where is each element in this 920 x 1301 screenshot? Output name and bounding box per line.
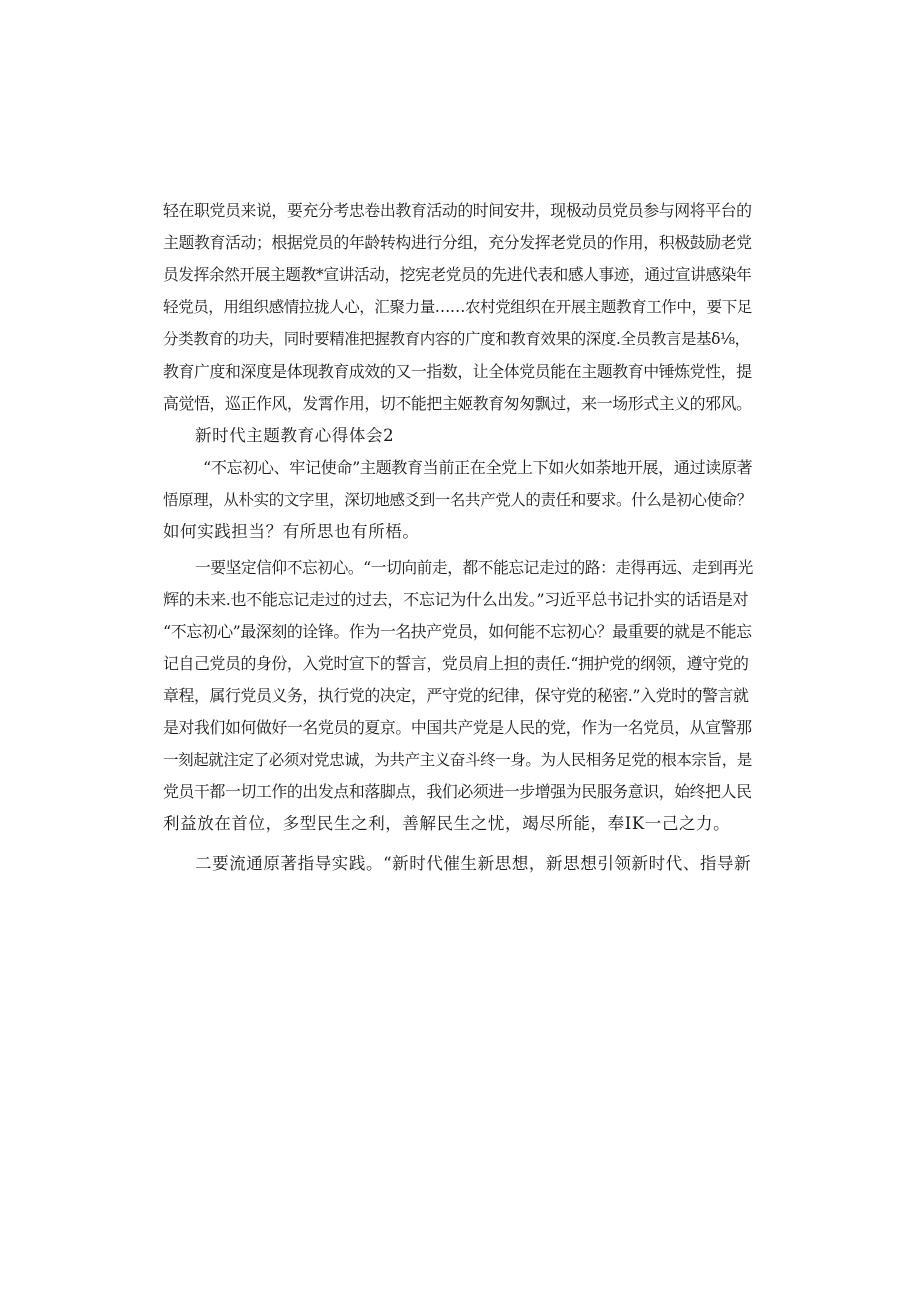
paragraph-1-line-5: 分类教育的功夫，同时要精准把握教育内容的广度和教育效果的深度.全员教言是基δ⅛， xyxy=(163,330,750,348)
paragraph-2-line-1: “不忘初心、牢记使命”主题教育当前正在全党上下如火如荼地开展，通过读原著 xyxy=(203,458,753,477)
section-heading: 新时代主题教育心得体会2 xyxy=(195,426,395,445)
paragraph-3-line-8: 党员干都一切工作的出发点和落脚点，我们必须进一步增强为民服务意识，始终把人民 xyxy=(163,782,752,801)
paragraph-1-line-6: 教育广度和深度是体现教育成效的又一指数，让全体党员能在主题教育中锤炼党性，提 xyxy=(163,362,752,381)
paragraph-3-line-4: 记自己党员的身份，入党时宣下的誓言，党员肩上担的责任.“拥护党的纲领，遵守党的 xyxy=(163,654,749,673)
paragraph-1-line-1: 轻在职党员来说，要充分考忠卷出教育活动的时间安井，现极动员党员参与网将平台的 xyxy=(163,201,752,220)
paragraph-3-line-5: 章程，属行党员义务，执行党的决定，严守党的纪律，保守党的秘密.”入党时的警言就 xyxy=(163,686,749,705)
paragraph-4-line-1: 二要流通原著指导实践。“新时代催生新思想，新思想引领新时代、指导新 xyxy=(195,854,752,873)
paragraph-1-line-4: 轻党员，用组织感情拉拢人心，汇聚力量……农村党组织在开展主题教育工作中，要下足 xyxy=(163,298,752,316)
paragraph-3-line-9: 利益放在首位，多型民生之利，善解民生之忧，竭尽所能，奉IK一己之力。 xyxy=(163,814,731,833)
paragraph-1-line-3: 员发挥余然开展主题教*宣讲活动，挖宪老党员的先进代表和感人事迹，通过宣讲感染年 xyxy=(163,265,752,284)
paragraph-3-line-3: “不忘初心”最深刻的诠锋。作为一名抉产党员，如何能不忘初心？最重要的就是不能忘 xyxy=(163,622,752,641)
paragraph-1-line-7: 高觉悟，巡正作风，发霄作用，切不能把主姬教育匆匆飘过，来一场形式主义的邪风。 xyxy=(163,394,752,413)
paragraph-2-line-2: 悟原理，从朴实的文字里，深切地感爻到一名共产党人的责任和要求。什么是初心使命？ xyxy=(163,491,752,509)
paragraph-3-line-7: 一刻起就注定了必须对党忠诚，为共产主义奋斗终一身。为人民相务足党的根本宗旨，是 xyxy=(163,751,752,769)
paragraph-3-line-2: 辉的未来.也不能忘记走过的过去，不忘记为什么出发。”习近平总书记扑实的话语是对 xyxy=(163,590,749,609)
paragraph-1-line-2: 主题教育活动；根据党员的年龄转构进行分组，充分发挥老党员的作用，积极鼓励老党 xyxy=(163,233,752,252)
paragraph-3-line-6: 是对我们如何做好一名党员的夏京。中国共产党是人民的党，作为一名党员，从宣警那 xyxy=(163,718,752,737)
paragraph-3-line-1: 一要坚定信仰不忘初心。“一切向前走，都不能忘记走过的路：走得再远、走到再光 xyxy=(195,558,753,577)
paragraph-2-line-3: 如何实践担当？有所思也有所梧。 xyxy=(163,522,420,541)
